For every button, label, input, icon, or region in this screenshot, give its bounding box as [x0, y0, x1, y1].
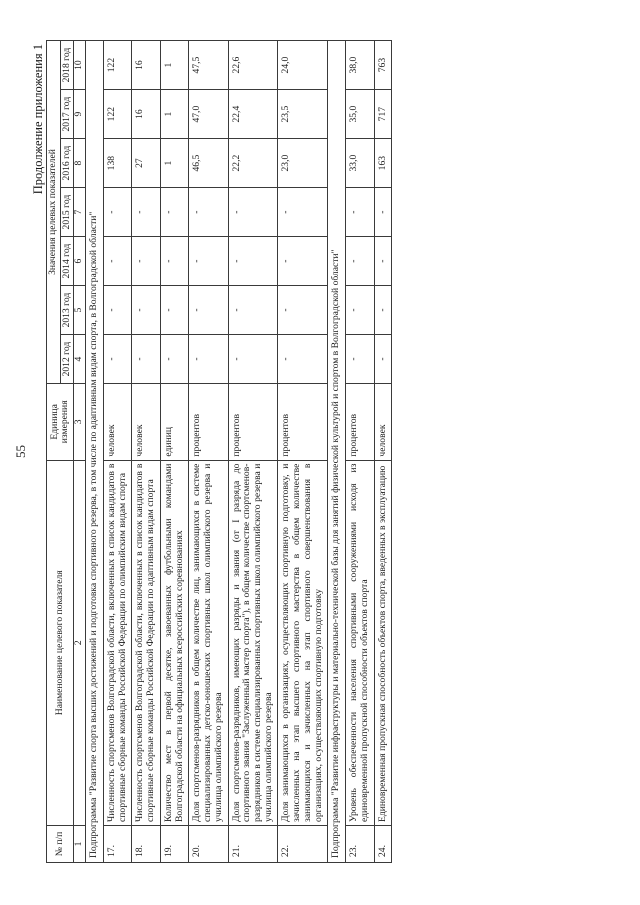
value-cell: 138: [103, 139, 131, 188]
indicators-table: [46, 40, 392, 863]
value-cell: 122: [103, 90, 131, 139]
value-cell: -: [346, 188, 374, 237]
column-index: 2: [74, 460, 86, 825]
header-year: 2016 год: [60, 139, 74, 188]
value-cell: 16: [132, 41, 160, 90]
header-year: 2015 год: [60, 188, 74, 237]
page-number: 55: [13, 445, 28, 458]
column-index: 3: [74, 384, 86, 461]
table-row: [103, 41, 131, 863]
value-cell: 1: [160, 90, 188, 139]
value-cell: -: [160, 188, 188, 237]
value-cell: -: [346, 286, 374, 335]
value-cell: 22,4: [228, 90, 278, 139]
column-index: 10: [74, 41, 86, 90]
indicator-name: Доля спортсменов-разрядников, имеющих разряды и звания (от I разряда до спортивного звания "Заслуженный мастер спорта"), в общем количестве спортсменов-разрядников в системе специализированных спортивных школ олимпийского резерва и училища олимпийского резерва: [228, 460, 278, 825]
continuation-label: Продолжение приложения 1: [31, 44, 45, 195]
value-cell: -: [278, 237, 328, 286]
row-number: 23.: [346, 825, 374, 862]
value-cell: -: [228, 237, 278, 286]
header-values-group: Значения целевых показателей: [47, 41, 61, 384]
value-cell: -: [374, 335, 392, 384]
table-row: [160, 41, 188, 863]
value-cell: -: [160, 335, 188, 384]
table-row: [132, 41, 160, 863]
column-index: 6: [74, 237, 86, 286]
value-cell: 46,5: [189, 139, 228, 188]
table-row: [374, 41, 392, 863]
row-number: 24.: [374, 825, 392, 862]
value-cell: 47,5: [189, 41, 228, 90]
value-cell: -: [278, 188, 328, 237]
unit-cell: процентов: [228, 384, 278, 461]
value-cell: -: [228, 188, 278, 237]
value-cell: 163: [374, 139, 392, 188]
value-cell: 33,0: [346, 139, 374, 188]
row-number: 21.: [228, 825, 278, 862]
value-cell: -: [374, 286, 392, 335]
value-cell: 1: [160, 41, 188, 90]
unit-cell: процентов: [189, 384, 228, 461]
header-year: 2018 год: [60, 41, 74, 90]
header-num: № п/п: [47, 825, 74, 862]
table-row: [278, 41, 328, 863]
column-index: 7: [74, 188, 86, 237]
table-body: [86, 41, 392, 863]
value-cell: 24,0: [278, 41, 328, 90]
header-year: 2012 год: [60, 335, 74, 384]
value-cell: -: [132, 237, 160, 286]
table-row: [228, 41, 278, 863]
value-cell: -: [278, 286, 328, 335]
indicator-name: Единовременная пропускная способность объектов спорта, введенных в эксплуатацию: [374, 460, 392, 825]
value-cell: -: [103, 237, 131, 286]
value-cell: 1: [160, 139, 188, 188]
column-index: 8: [74, 139, 86, 188]
indicator-name: Численность спортсменов Волгоградской области, включенных в список кандидатов в спортивные сборные команды Российской Федерации по адаптивным видам спорта: [132, 460, 160, 825]
value-cell: 717: [374, 90, 392, 139]
value-cell: -: [374, 188, 392, 237]
indicator-name: Количество мест в первой десятке, завоеванных футбольными командами Волгоградской области на официальных всероссийских соревнованиях: [160, 460, 188, 825]
column-index: 1: [74, 825, 86, 862]
indicator-name: Уровень обеспеченности населения спортивными сооружениями исходя из единовременной пропускной способности объектов спорта: [346, 460, 374, 825]
header-year: 2014 год: [60, 237, 74, 286]
value-cell: 38,0: [346, 41, 374, 90]
value-cell: -: [103, 188, 131, 237]
value-cell: -: [132, 335, 160, 384]
value-cell: -: [103, 286, 131, 335]
value-cell: -: [160, 237, 188, 286]
value-cell: 22,2: [228, 139, 278, 188]
value-cell: -: [228, 335, 278, 384]
value-cell: -: [228, 286, 278, 335]
table-row: [346, 41, 374, 863]
row-number: 22.: [278, 825, 328, 862]
value-cell: 16: [132, 90, 160, 139]
row-number: 19.: [160, 825, 188, 862]
subprogram-title: Подпрограмма "Развитие спорта высших достижений и подготовка спортивного резерва, в том числе по адаптивным видам спорта, в Волгоградской области": [86, 41, 104, 863]
value-cell: -: [189, 335, 228, 384]
header-unit: Единица измерения: [47, 384, 74, 461]
column-index: 5: [74, 286, 86, 335]
indicator-name: Доля занимающихся в организациях, осуществляющих спортивную подготовку, и зачисленных на этап высшего спортивного мастерства в общем количестве занимающихся и зачисленных на этап спортивного совершенствования в организациях, осуществляющих спортивную подготовку: [278, 460, 328, 825]
value-cell: 47,0: [189, 90, 228, 139]
value-cell: -: [189, 286, 228, 335]
value-cell: -: [189, 188, 228, 237]
header-year: 2013 год: [60, 286, 74, 335]
unit-cell: человек: [374, 384, 392, 461]
value-cell: -: [132, 188, 160, 237]
unit-cell: человек: [132, 384, 160, 461]
column-index: 4: [74, 335, 86, 384]
value-cell: -: [278, 335, 328, 384]
value-cell: -: [160, 286, 188, 335]
value-cell: -: [374, 237, 392, 286]
value-cell: 35,0: [346, 90, 374, 139]
value-cell: -: [103, 335, 131, 384]
value-cell: 23,0: [278, 139, 328, 188]
header-name: Наименование целевого показателя: [47, 460, 74, 825]
column-index: 9: [74, 90, 86, 139]
row-number: 18.: [132, 825, 160, 862]
indicator-name: Численность спортсменов Волгоградской области, включенных в список кандидатов в спортивные сборные команды Российской Федерации по олимпийским видам спорта: [103, 460, 131, 825]
subprogram-title: Подпрограмма "Развитие инфраструктуры и материально-технической базы для занятий физической культурой и спортом в Волгоградской области": [328, 41, 346, 863]
unit-cell: процентов: [346, 384, 374, 461]
table-row: [189, 41, 228, 863]
unit-cell: единиц: [160, 384, 188, 461]
value-cell: -: [346, 335, 374, 384]
row-number: 20.: [189, 825, 228, 862]
value-cell: -: [346, 237, 374, 286]
value-cell: 122: [103, 41, 131, 90]
unit-cell: процентов: [278, 384, 328, 461]
unit-cell: человек: [103, 384, 131, 461]
value-cell: 23,5: [278, 90, 328, 139]
value-cell: 27: [132, 139, 160, 188]
value-cell: 763: [374, 41, 392, 90]
value-cell: -: [132, 286, 160, 335]
value-cell: -: [189, 237, 228, 286]
indicator-name: Доля спортсменов-разрядников в общем количестве лиц, занимающихся в системе специализированных детско-юношеских спортивных школ олимпийского резерва и училища олимпийского резерва: [189, 460, 228, 825]
header-year: 2017 год: [60, 90, 74, 139]
value-cell: 22,6: [228, 41, 278, 90]
row-number: 17.: [103, 825, 131, 862]
